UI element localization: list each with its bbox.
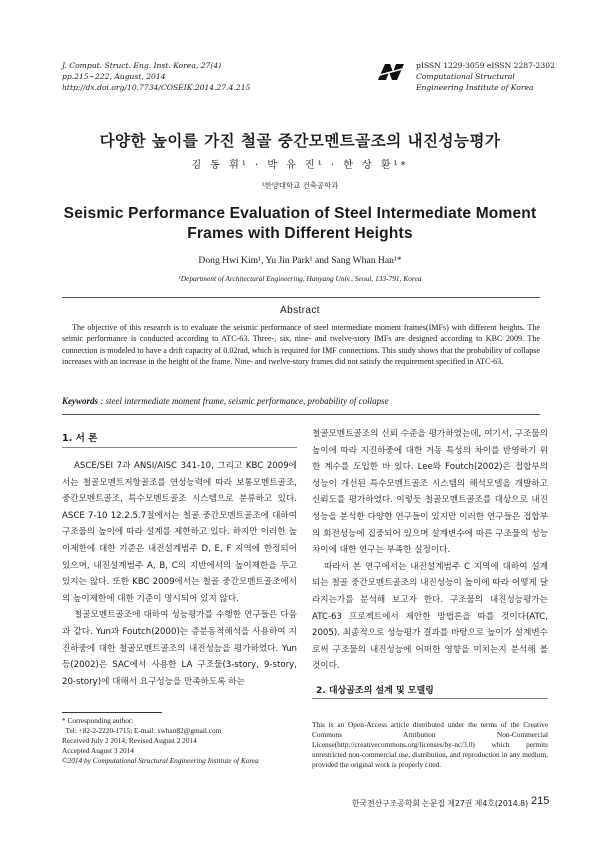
copyright-line: ©2014 by Computational Structural Engineering Institute of Korea	[62, 756, 259, 765]
english-authors: Dong Hwi Kim¹, Yu Jin Park¹ and Sang Whan Han¹*	[198, 255, 402, 266]
footnote-left	[62, 716, 297, 766]
section-1-rule	[62, 447, 297, 448]
page-number: 215	[531, 795, 550, 807]
journal-logo-icon	[376, 62, 406, 82]
abstract-heading: Abstract	[280, 305, 320, 316]
keywords-list: : steel intermediate moment frame, seismic performance, probability of collapse	[98, 396, 389, 406]
body-left-column	[62, 458, 297, 690]
body-paragraph: ASCE/SEI 7과 ANSI/AISC 341-10, 그리고 KBC 2009에서는 철골모멘트저항골조를 연성능력에 따라 보통모멘트골조, 중간모멘트골조, 특수모멘트골조 시스템으로 분류하고 있다. ASCE 7-10 12.2.5.7절에서는 철골 중간모멘트골조에 대하여 구조물의 높이에 따라 설계를 제한하고 있다. 하지만 이러한 높이제한에 대한 기준은 내진설계범주 D, E, F 지역에 한정되어 있으며, 내진설계범주 A, B, C의 지반에서의 높이제한을 두고 있지는 않다. 또한 KBC 2009에서는 철골 중간모멘트골조에서의 높이제한에 대한 기준이 명시되어 있지 않다.	[62, 461, 297, 604]
section-1-heading: 1. 서 론	[62, 433, 98, 444]
footer-journal: 한국전산구조공학회 논문집 제27권 제4호(2014.8)	[352, 799, 529, 808]
korean-affiliation: ¹한양대학교 건축공학과	[261, 181, 339, 190]
body-paragraph: 철골모멘트골조에 대하여 성능평가를 수행한 연구들은 다음과 같다. Yun과 Foutch(2000)는 증분동적해석을 사용하여 지진하중에 대한 철골모멘트골조의 내진성능을 평가하였다. Yun 등(2002)은 SAC에서 사용한 LA 구조물(3-story, 9-story, 20-story)에 대해서 요구성능을 만족하도록 하는	[62, 610, 297, 687]
footnote-rule	[62, 712, 162, 713]
journal-pages-line: pp.215~222, August, 2014	[62, 72, 166, 81]
abstract-bottom-rule	[62, 414, 540, 415]
english-title: Seismic Performance Evaluation of Steel Intermediate Moment Frames with Different Heights	[63, 205, 537, 242]
section-2-heading: 2. 대상골조의 설계 및 모델링	[316, 686, 434, 696]
abstract-top-rule	[62, 297, 540, 298]
corresponding-contact: Tel: +82-2-2220-1715; E-mail: swhan82@gmail.com	[62, 726, 222, 735]
body-paragraph: 철골모멘트골조의 신뢰 수준을 평가하였는데, 여기서, 구조물의 높이에 따라 지진하중에 대한 거동 특성의 차이를 반영하기 위한 계수를 도입한 바 있다. Lee와 Foutch(2002)은 접합부의 성능이 개선된 특수모멘트골조 시스템의 해석모델을 개발하고 신뢰도를 평가하였다. 이렇듯 철골모멘트골조를 대상으로 내진성능을 분석한 다양한 연구들이 있지만 이러한 연구들은 접합부의 회전성능에 집중되어 있으며 설계변수에 따른 구조물의 성능차이에 대한 연구는 부족한 실정이다.	[312, 429, 548, 556]
journal-citation-line: J. Comput. Struct. Eng. Inst. Korea, 27(4)	[62, 61, 222, 70]
received-date: Received July 2 2014; Revised August 2 2014	[62, 736, 197, 745]
accepted-date: Accepted August 3 2014	[62, 746, 134, 755]
abstract-text: The objective of this research is to evaluate the seismic performance of steel intermediate moment frames(IMFs) with different heights. The seimic performance is conducted according to ATC-63. Three-, six, nine- and twelve-story IMFs are designed according to KBC 2009. The connection is modeled to have a drift capacity of 0.02rad, which is required for IMF connections. This study shows that the probability of collapse increases with an increase in the height of the frame. Nine- and twelve-story frames did not satisfy the requirement specified in ATC-63.	[62, 323, 540, 366]
body-paragraph: 따라서 본 연구에서는 내진설계범주 C 지역에 대하여 설계되는 철골 중간모멘트골조의 내진성능이 높이에 따라 어떻게 달라지는가를 분석해 보고자 한다. 구조물의 내진성능평가는 ATC-63 프로젝트에서 제안한 방법론을 따를 것이다(ATC, 2005). 최종적으로 성능평가 결과를 바탕으로 높이가 설계변수로써 구조물의 내진성능에 어떠한 영향을 미치는지 분석해 볼 것이다.	[312, 561, 548, 672]
section-2-rule	[312, 698, 548, 699]
korean-title: 다양한 높이를 가진 철골 중간모멘트골조의 내진성능평가	[99, 132, 501, 150]
publisher-line-1: Computational Structural	[416, 72, 515, 81]
publisher-line-2: Engineering Institute of Korea	[416, 83, 534, 92]
english-affiliation: ¹Department of Architectural Engineering, Hanyang Univ., Seoul, 133-791, Korea	[178, 274, 422, 283]
keywords-line	[62, 396, 389, 406]
corresponding-author-label: * Corresponding author:	[62, 716, 134, 725]
korean-authors: 김 동 휘¹ · 박 유 진¹ · 한 상 환¹*	[191, 160, 409, 171]
issn-block	[416, 60, 555, 93]
keywords-label: Keywords	[62, 396, 98, 406]
issn-line: pISSN 1229-3059 eISSN 2287-2302	[416, 61, 555, 70]
doi-link[interactable]: http://dx.doi.org/10.7734/COSEIK.2014.27.4.215	[62, 83, 251, 92]
body-right-column	[312, 426, 548, 675]
journal-citation	[62, 60, 250, 93]
open-access-notice: This is an Open-Access article distributed under the terms of the Creative Commons Attribution Non-Commercial License(http://creativecommons.org/licenses/by-nc/3.0) which permits unrestricted non-commercial use, distribution, and reproduction in any medium, provided the original work is properly cited.	[312, 720, 548, 769]
